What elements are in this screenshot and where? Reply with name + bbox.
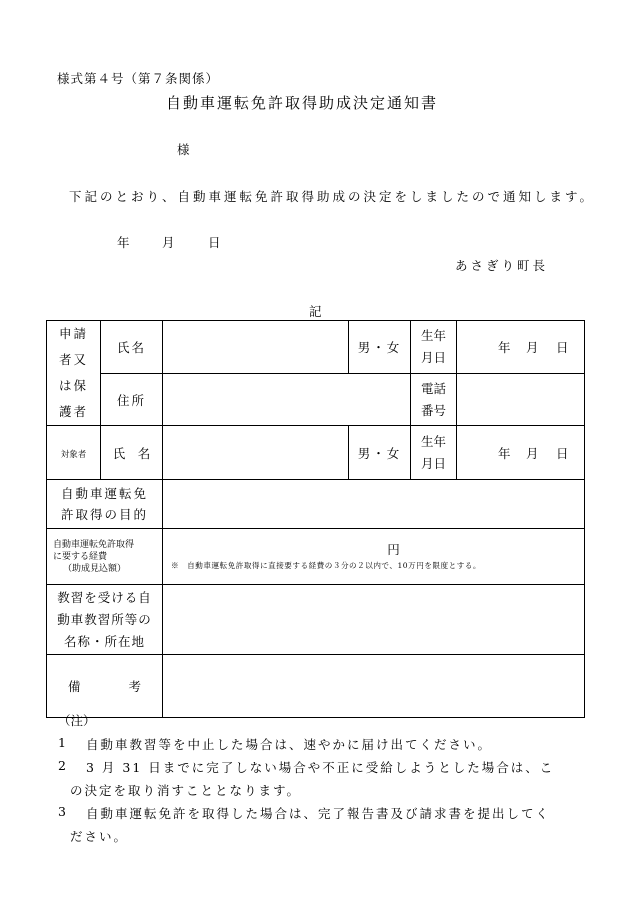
address-label: 住所 [116, 392, 146, 408]
remarks-label-cell [47, 655, 163, 718]
applicant-phone-value [457, 374, 585, 426]
target-name-value [163, 426, 349, 480]
sex-cell [349, 321, 411, 374]
issuer: あさぎり町長 [455, 258, 549, 273]
birth-year-label: 年 [497, 340, 511, 356]
table-row [47, 480, 585, 529]
birth-day-label: 日 [555, 340, 569, 356]
date-month-label: 月 [162, 235, 175, 250]
cost-label-line-2: に要する経費 [53, 551, 108, 562]
purpose-label: 自動車運転免許取得の目的 [60, 486, 148, 522]
note-3-text-line-1: 自動車運転免許を取得した場合は、完了報告書及び請求書を提出してく [86, 806, 551, 821]
applicant-group-label: 申請者又は保護者 [58, 326, 88, 419]
note-1-number: 1 [58, 735, 66, 750]
cost-label-line-1: 自動車運転免許取得 [53, 539, 135, 550]
intro-text: 下記のとおり、自動車運転免許取得助成の決定をしましたので通知します。 [69, 189, 596, 204]
cost-value-cell [163, 529, 585, 585]
target-birth-month-label: 月 [525, 445, 539, 461]
target-label-cell [47, 426, 101, 480]
remarks-label-1: 備 [67, 679, 81, 694]
target-birth-day-label: 日 [555, 445, 569, 461]
target-name-label: 氏 名 [112, 445, 151, 461]
applicant-group-cell [47, 321, 101, 426]
target-birth-label: 生年月日 [420, 433, 446, 471]
purpose-label-cell [47, 480, 163, 529]
applicant-address-value [163, 374, 411, 426]
remarks-value [163, 655, 585, 718]
school-value [163, 585, 585, 655]
application-table [46, 320, 585, 718]
phone-label-cell [411, 374, 457, 426]
document-title: 自動車運転免許取得助成決定通知書 [166, 94, 439, 112]
date-year-label: 年 [117, 235, 130, 250]
phone-label: 電話番号 [420, 380, 446, 418]
table-row [47, 529, 585, 585]
date-day-label: 日 [208, 235, 221, 250]
cost-note: ※ 自動車運転免許取得に直接要する経費の３分の２以内で、10万円を限度とする。 [171, 560, 481, 570]
note-2-number: 2 [58, 758, 66, 773]
table-row [47, 655, 585, 718]
birth-month-label: 月 [525, 340, 539, 356]
school-label-cell [47, 585, 163, 655]
notes-heading: （注） [58, 713, 96, 728]
table-row [47, 585, 585, 655]
target-sex-label: 男・女 [357, 445, 402, 461]
note-2-text-line-2: の決定を取り消すこととなります。 [70, 783, 302, 798]
name-label: 氏名 [116, 340, 146, 356]
note-1-text: 自動車教習等を中止した場合は、速やかに届け出てください。 [86, 737, 493, 752]
note-3-text-line-2: ださい。 [70, 829, 129, 844]
cost-label-line-3: （助成見込額） [63, 563, 127, 574]
target-name-label-cell [101, 426, 163, 480]
note-3-number: 3 [58, 804, 66, 819]
applicant-name-value [163, 321, 349, 374]
target-sex-cell [349, 426, 411, 480]
target-birth-year-label: 年 [497, 445, 511, 461]
cost-label-cell [47, 529, 163, 585]
table-row [47, 321, 585, 374]
address-label-cell [101, 374, 163, 426]
birth-label: 生年月日 [420, 328, 446, 366]
birth-label-cell [411, 321, 457, 374]
table-row [47, 426, 585, 480]
target-birthdate-cell [457, 426, 585, 480]
school-label: 教習を受ける自動車教習所等の名称・所在地 [57, 589, 152, 649]
table-row [47, 374, 585, 426]
note-2-text-line-1: 3 月 31 日までに完了しない場合や不正に受給しようとした場合は、こ [86, 760, 555, 775]
target-birth-label-cell [411, 426, 457, 480]
addressee-suffix: 様 [177, 142, 190, 157]
purpose-value [163, 480, 585, 529]
remarks-label-2: 考 [128, 679, 142, 694]
applicant-birthdate-cell [457, 321, 585, 374]
form-number: 様式第４号（第７条関係） [57, 71, 220, 86]
sex-label: 男・女 [357, 340, 402, 356]
name-label-cell [101, 321, 163, 374]
target-label: 対象者 [60, 449, 87, 460]
yen-label: 円 [387, 541, 400, 557]
ki-label: 記 [309, 304, 322, 319]
